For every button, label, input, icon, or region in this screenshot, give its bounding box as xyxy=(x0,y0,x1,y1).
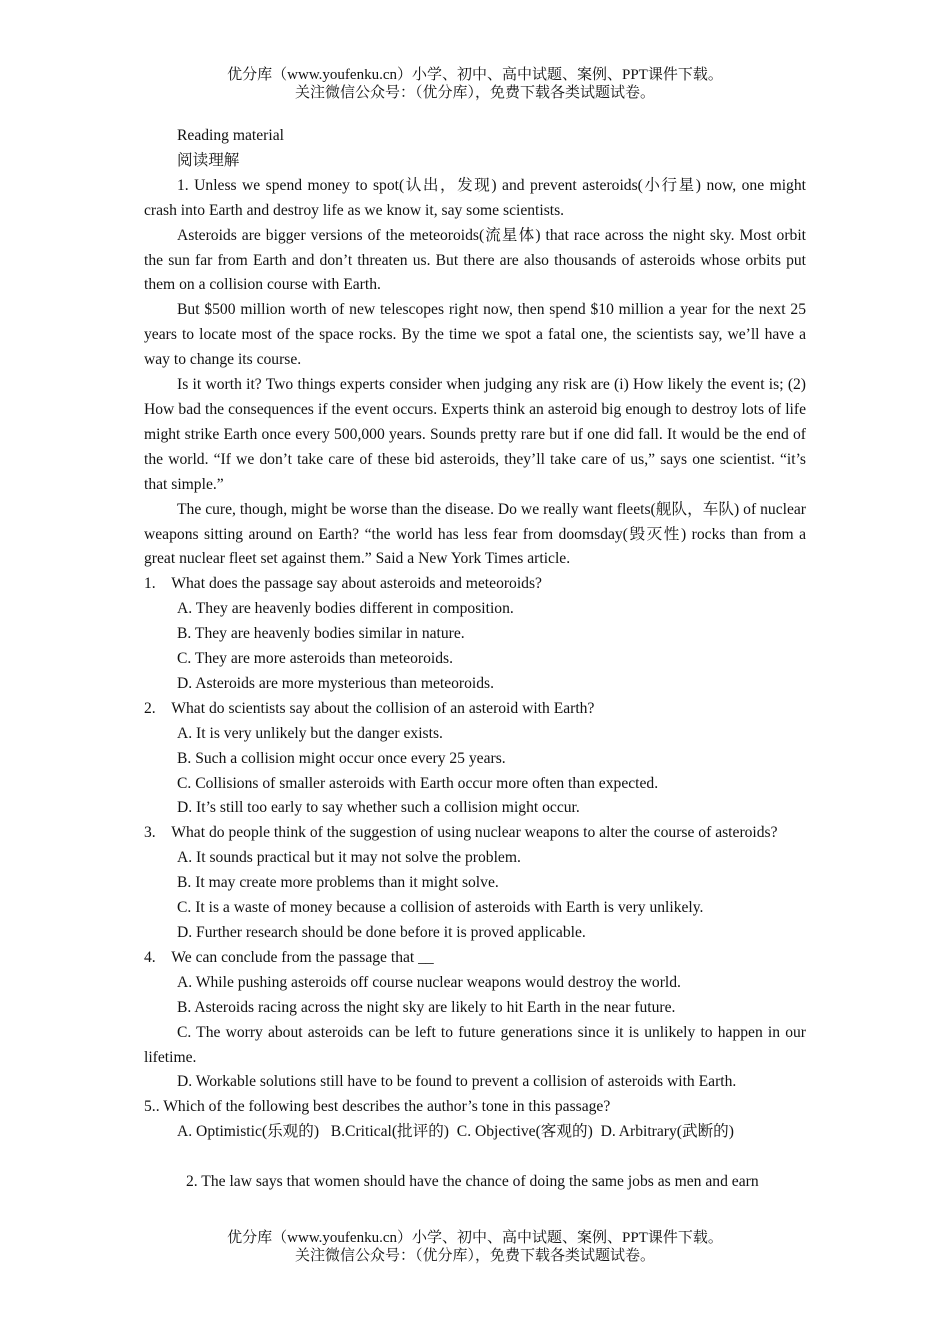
answer-option: A. They are heavenly bodies different in composition. xyxy=(177,600,514,618)
answer-option: A. It is very unlikely but the danger exists. xyxy=(177,724,443,742)
question-stem: What do people think of the suggestion of using nuclear weapons to alter the course of asteroids? xyxy=(171,824,778,842)
answer-option: C. The worry about asteroids can be left to future generations since it is unlikely to happen in our lifetime. xyxy=(144,1023,806,1066)
passage1-paragraph: Is it worth it? Two things experts consider when judging any risk are (i) How likely the event is; (2) How bad the consequences if the event occurs. Experts think an asteroid big enough to destroy lots of life might strike Earth once every 500,000 years. Sounds pretty rare but if one did fall. It would be the end of the world. “If we don’t take care of these bid asteroids, they’ll take care of us,” says one scientist. “it’s that simple.” xyxy=(144,376,806,493)
passage2-opening: 2. The law says that women should have the chance of doing the same jobs as men and earn xyxy=(186,1173,759,1191)
question-stem: We can conclude from the passage that __ xyxy=(171,948,434,966)
answer-option: C. They are more asteroids than meteoroids. xyxy=(177,650,453,668)
question-number: 1. xyxy=(144,575,156,593)
header-line-2: 关注微信公众号：（优分库），免费下载各类试题试卷。 xyxy=(294,85,655,101)
section-title-cn: 阅读理解 xyxy=(177,151,240,169)
page-footer xyxy=(0,1229,950,1265)
passage1-paragraph: 1. Unless we spend money to spot(认出，发现) and prevent asteroids(小行星) now, one might crash into Earth and destroy life as we know it, say some scientists. xyxy=(144,176,806,219)
question-1 xyxy=(144,572,806,597)
passage1-paragraph: Asteroids are bigger versions of the meteoroids(流星体) that race across the night sky. Most orbit the sun far from Earth and don’t threaten us. But there are also thousands of asteroids whose orbits put them on a collision course with Earth. xyxy=(144,226,806,294)
footer-line-2: 关注微信公众号：（优分库），免费下载各类试题试卷。 xyxy=(294,1248,655,1264)
answer-option: B. Such a collision might occur once every 25 years. xyxy=(177,749,506,767)
passage1-paragraph: The cure, though, might be worse than the disease. Do we really want fleets(舰队，车队) of nuclear weapons sitting around on Earth? “the world has less fear from doomsday(毁灭性) rocks than from a great nuclear fleet set against them.” Said a New York Times article. xyxy=(144,500,806,568)
answer-option: C. Collisions of smaller asteroids with Earth occur more often than expected. xyxy=(177,774,659,792)
answer-option: B. It may create more problems than it might solve. xyxy=(177,874,499,892)
question-stem: Which of the following best describes the author’s tone in this passage? xyxy=(163,1098,611,1116)
spacer xyxy=(144,1145,806,1170)
question-4 xyxy=(144,946,806,971)
answer-option: D. Further research should be done before it is proved applicable. xyxy=(177,924,586,941)
page-header xyxy=(0,66,950,102)
document-body xyxy=(144,124,806,1195)
answer-option: D. Asteroids are more mysterious than meteoroids. xyxy=(177,674,495,692)
section-title-en: Reading material xyxy=(177,127,284,144)
answer-option: D. It’s still too early to say whether such a collision might occur. xyxy=(177,799,580,817)
footer-line-1: 优分库（www.youfenku.cn）小学、初中、高中试题、案例、PPT课件下载。 xyxy=(227,1230,723,1246)
answer-options-inline: A. Optimistic(乐观的) B.Critical(批评的) C. Objective(客观的) D. Arbitrary(武断的) xyxy=(177,1123,734,1141)
answer-option: B. They are heavenly bodies similar in nature. xyxy=(177,625,465,643)
question-5 xyxy=(144,1095,806,1120)
passage1-paragraph: But $500 million worth of new telescopes right now, then spend $10 million a year for the next 25 years to locate most of the space rocks. By the time we spot a fatal one, the scientists say, we’ll have a way to change its course. xyxy=(144,301,806,369)
answer-option: A. While pushing asteroids off course nuclear weapons would destroy the world. xyxy=(177,973,681,991)
question-number: 5.. xyxy=(144,1098,160,1116)
question-stem: What do scientists say about the collision of an asteroid with Earth? xyxy=(171,699,595,717)
question-3 xyxy=(144,821,806,846)
header-line-1: 优分库（www.youfenku.cn）小学、初中、高中试题、案例、PPT课件下载。 xyxy=(227,67,723,83)
answer-option: C. It is a waste of money because a collision of asteroids with Earth is very unlikely. xyxy=(177,899,704,917)
question-number: 4. xyxy=(144,948,156,966)
question-number: 3. xyxy=(144,824,156,842)
answer-option: D. Workable solutions still have to be found to prevent a collision of asteroids with Earth. xyxy=(177,1073,737,1091)
answer-option: A. It sounds practical but it may not solve the problem. xyxy=(177,849,521,867)
question-number: 2. xyxy=(144,699,156,717)
question-2 xyxy=(144,697,806,722)
question-stem: What does the passage say about asteroids and meteoroids? xyxy=(171,575,542,593)
answer-option: B. Asteroids racing across the night sky are likely to hit Earth in the near future. xyxy=(177,998,676,1016)
